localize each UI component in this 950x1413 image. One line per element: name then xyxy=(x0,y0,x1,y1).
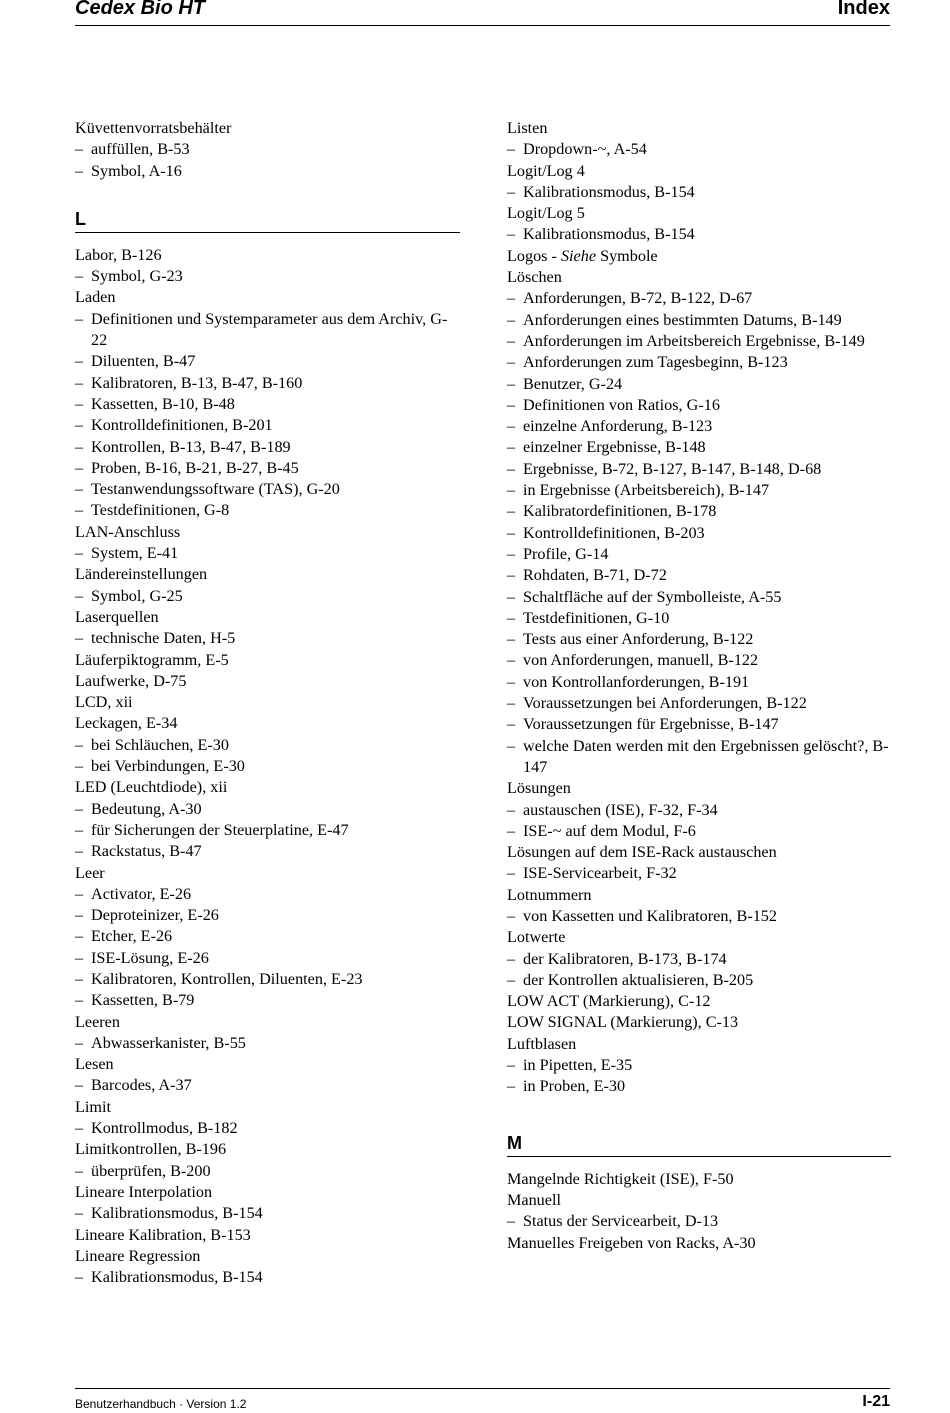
subentry-dash: – xyxy=(507,459,516,478)
subentry-text: Testdefinitionen, G-8 xyxy=(91,501,230,520)
subentry-text: in Pipetten, E-35 xyxy=(523,1056,633,1075)
subentry-dash: – xyxy=(507,310,516,329)
subentry-dash: – xyxy=(507,544,516,563)
subentry-dash: – xyxy=(75,757,84,776)
subentry-dash: – xyxy=(75,544,84,563)
index-subentry xyxy=(75,309,460,352)
index-subentry xyxy=(507,544,891,565)
subentry-dash: – xyxy=(75,352,84,371)
subentry-dash: – xyxy=(75,416,84,435)
index-subentry xyxy=(507,565,891,586)
subentry-dash: – xyxy=(507,182,516,201)
see-target: Symbole xyxy=(596,246,658,265)
subentry-dash: – xyxy=(75,735,84,754)
subentry-dash: – xyxy=(507,502,516,521)
subentry-dash: – xyxy=(507,523,516,542)
index-subentry xyxy=(75,1033,460,1054)
subentry-dash: – xyxy=(507,1056,516,1075)
index-entry: Lineare Regression xyxy=(75,1246,201,1265)
subentry-text: Kalibratordefinitionen, B-178 xyxy=(523,502,717,521)
subentry-text: Etcher, E-26 xyxy=(91,927,173,946)
subentry-text: einzelne Anforderung, B-123 xyxy=(523,417,713,436)
subentry-dash: – xyxy=(75,629,84,648)
subentry-text: Deproteinizer, E-26 xyxy=(91,906,219,925)
subentry-dash: – xyxy=(507,140,516,159)
subentry-text: Definitionen von Ratios, G-16 xyxy=(523,395,720,414)
index-entry: Mangelnde Richtigkeit (ISE), F-50 xyxy=(507,1169,734,1188)
subentry-dash: – xyxy=(75,820,84,839)
subentry-dash: – xyxy=(75,884,84,903)
index-entry xyxy=(507,246,891,267)
subentry-dash: – xyxy=(75,1033,84,1052)
subentry-text: Anforderungen zum Tagesbeginn, B-123 xyxy=(523,353,788,372)
subentry-text: Symbol, G-25 xyxy=(91,586,183,605)
index-subentry xyxy=(75,479,460,500)
index-entry: Löschen xyxy=(507,268,562,287)
index-entry: Lineare Kalibration, B-153 xyxy=(75,1225,251,1244)
subentry-dash: – xyxy=(507,289,516,308)
subentry-dash: – xyxy=(507,694,516,713)
subentry-text: ISE-Servicearbeit, F-32 xyxy=(523,864,677,883)
subentry-dash: – xyxy=(75,501,84,520)
subentry-dash: – xyxy=(507,331,516,350)
index-subentry xyxy=(507,1211,891,1232)
index-entry: Leer xyxy=(75,863,105,882)
subentry-dash: – xyxy=(507,821,516,840)
subentry-dash: – xyxy=(507,630,516,649)
subentry-text: Kontrolldefinitionen, B-201 xyxy=(91,416,273,435)
subentry-text: der Kalibratoren, B-173, B-174 xyxy=(523,949,727,968)
subentry-text: Kalibrationsmodus, B-154 xyxy=(523,225,695,244)
index-subentry xyxy=(75,841,460,862)
index-subentry xyxy=(507,863,891,884)
page-footer xyxy=(75,1388,890,1413)
subentry-dash: – xyxy=(75,267,84,286)
index-subentry xyxy=(507,224,891,245)
subentry-dash: – xyxy=(507,353,516,372)
index-entry: Leeren xyxy=(75,1012,120,1031)
index-entry: Luftblasen xyxy=(507,1034,577,1053)
subentry-text: Bedeutung, A-30 xyxy=(91,799,202,818)
subentry-dash: – xyxy=(507,566,516,585)
index-subentry xyxy=(507,714,891,735)
index-subentry xyxy=(75,139,460,160)
index-subentry xyxy=(507,310,891,331)
subentry-text: Tests aus einer Anforderung, B-122 xyxy=(523,630,754,649)
index-subentry xyxy=(507,139,891,160)
subentry-text: Kontrollen, B-13, B-47, B-189 xyxy=(91,437,291,456)
index-column-left xyxy=(75,118,460,1288)
subentry-dash: – xyxy=(507,374,516,393)
index-subentry xyxy=(75,1161,460,1182)
footer-text: Benutzerhandbuch · Version 1.2 xyxy=(75,1397,247,1411)
subentry-text: für Sicherungen der Steuerplatine, E-47 xyxy=(91,820,349,839)
index-subentry xyxy=(507,800,891,821)
index-subentry xyxy=(75,458,460,479)
index-entry: Lösungen auf dem ISE-Rack austauschen xyxy=(507,843,777,862)
index-entry: Küvettenvorratsbehälter xyxy=(75,119,232,137)
subentry-dash: – xyxy=(75,1268,84,1287)
section-letter: M xyxy=(507,1132,522,1153)
subentry-dash: – xyxy=(507,1212,516,1231)
index-subentry xyxy=(75,543,460,564)
subentry-text: austauschen (ISE), F-32, F-34 xyxy=(523,800,718,819)
index-subentry xyxy=(75,926,460,947)
index-subentry xyxy=(507,736,891,779)
subentry-dash: – xyxy=(75,842,84,861)
index-entry: LOW SIGNAL (Markierung), C-13 xyxy=(507,1013,739,1032)
subentry-dash: – xyxy=(507,417,516,436)
subentry-dash: – xyxy=(75,309,84,328)
index-entry: LED (Leuchtdiode), xii xyxy=(75,778,228,797)
subentry-dash: – xyxy=(507,715,516,734)
index-group-l-continued xyxy=(507,118,891,1098)
index-entry: Limit xyxy=(75,1097,111,1116)
subentry-text: Kassetten, B-79 xyxy=(91,991,195,1010)
index-group-l xyxy=(75,245,460,1289)
subentry-text: ISE-~ auf dem Modul, F-6 xyxy=(523,821,696,840)
subentry-text: System, E-41 xyxy=(91,544,179,563)
index-subentry xyxy=(75,1203,460,1224)
section-heading-l xyxy=(75,196,460,233)
subentry-dash: – xyxy=(507,736,516,755)
index-subentry xyxy=(75,969,460,990)
subentry-dash: – xyxy=(75,927,84,946)
subentry-dash: – xyxy=(507,800,516,819)
index-group-m xyxy=(507,1169,891,1254)
subentry-dash: – xyxy=(507,438,516,457)
subentry-dash: – xyxy=(75,1076,84,1095)
subentry-text: Symbol, A-16 xyxy=(91,161,182,180)
section-heading-m xyxy=(507,1120,891,1157)
index-subentry xyxy=(75,990,460,1011)
index-subentry xyxy=(75,1118,460,1139)
index-subentry xyxy=(75,415,460,436)
index-subentry xyxy=(75,437,460,458)
index-subentry xyxy=(75,586,460,607)
subentry-text: technische Daten, H-5 xyxy=(91,629,236,648)
subentry-dash: – xyxy=(75,161,84,180)
entry-term: Logos - xyxy=(507,246,561,265)
index-entry: Laufwerke, D-75 xyxy=(75,671,187,690)
subentry-text: Ergebnisse, B-72, B-127, B-147, B-148, D-68 xyxy=(523,459,822,478)
subentry-text: welche Daten werden mit den Ergebnissen gelöscht?, B-147 xyxy=(523,736,889,776)
index-subentry xyxy=(75,735,460,756)
index-subentry xyxy=(75,948,460,969)
index-subentry xyxy=(507,650,891,671)
index-entry: LCD, xii xyxy=(75,693,133,712)
index-subentry xyxy=(75,161,460,182)
index-subentry xyxy=(507,629,891,650)
subentry-dash: – xyxy=(75,140,84,159)
index-entry: Lotnummern xyxy=(507,885,592,904)
index-group-top xyxy=(75,118,460,182)
subentry-text: Kontrollmodus, B-182 xyxy=(91,1119,238,1138)
index-entry: Ländereinstellungen xyxy=(75,565,208,584)
subentry-dash: – xyxy=(75,948,84,967)
index-subentry xyxy=(507,821,891,842)
subentry-text: Kalibrationsmodus, B-154 xyxy=(91,1204,263,1223)
index-subentry xyxy=(507,374,891,395)
index-entry: LAN-Anschluss xyxy=(75,522,181,541)
subentry-dash: – xyxy=(75,394,84,413)
index-entry: Lesen xyxy=(75,1055,114,1074)
subentry-text: Status der Servicearbeit, D-13 xyxy=(523,1212,719,1231)
subentry-text: Kalibrationsmodus, B-154 xyxy=(91,1268,263,1287)
index-subentry xyxy=(507,331,891,352)
index-entry: Laden xyxy=(75,288,116,307)
subentry-text: Proben, B-16, B-21, B-27, B-45 xyxy=(91,458,299,477)
subentry-dash: – xyxy=(75,969,84,988)
subentry-text: bei Verbindungen, E-30 xyxy=(91,757,245,776)
subentry-text: in Proben, E-30 xyxy=(523,1077,626,1096)
subentry-dash: – xyxy=(75,991,84,1010)
index-subentry xyxy=(507,395,891,416)
subentry-dash: – xyxy=(75,373,84,392)
subentry-text: Testdefinitionen, G-10 xyxy=(523,608,670,627)
index-subentry xyxy=(507,437,891,458)
index-entry: Lineare Interpolation xyxy=(75,1182,213,1201)
index-subentry xyxy=(75,799,460,820)
index-subentry xyxy=(507,501,891,522)
page-number: I-21 xyxy=(862,1393,890,1410)
subentry-text: von Kontrollanforderungen, B-191 xyxy=(523,672,750,691)
subentry-text: Kalibratoren, B-13, B-47, B-160 xyxy=(91,373,303,392)
index-subentry xyxy=(507,480,891,501)
see-reference: Siehe xyxy=(560,246,597,265)
index-subentry xyxy=(75,884,460,905)
index-subentry xyxy=(75,373,460,394)
index-subentry xyxy=(507,1076,891,1097)
index-subentry xyxy=(507,352,891,373)
subentry-text: Voraussetzungen für Ergebnisse, B-147 xyxy=(523,715,779,734)
index-entry: Logit/Log 4 xyxy=(507,161,585,180)
subentry-text: überprüfen, B-200 xyxy=(91,1161,211,1180)
subentry-text: Rohdaten, B-71, D-72 xyxy=(523,566,667,585)
index-column-right xyxy=(507,118,891,1254)
subentry-text: Definitionen und Systemparameter aus dem Archiv, G-22 xyxy=(91,309,448,350)
subentry-dash: – xyxy=(507,651,516,670)
index-subentry xyxy=(507,1055,891,1076)
subentry-text: von Anforderungen, manuell, B-122 xyxy=(523,651,759,670)
subentry-text: Kontrolldefinitionen, B-203 xyxy=(523,523,705,542)
subentry-text: Barcodes, A-37 xyxy=(91,1076,192,1095)
index-subentry xyxy=(75,820,460,841)
index-entry: Laserquellen xyxy=(75,607,159,626)
subentry-dash: – xyxy=(507,587,516,606)
subentry-text: Kassetten, B-10, B-48 xyxy=(91,394,235,413)
index-subentry xyxy=(507,608,891,629)
index-subentry xyxy=(507,182,891,203)
subentry-dash: – xyxy=(75,906,84,925)
index-entry: Limitkontrollen, B-196 xyxy=(75,1140,227,1159)
subentry-text: Dropdown-~, A-54 xyxy=(523,140,647,159)
subentry-dash: – xyxy=(507,864,516,883)
subentry-dash: – xyxy=(507,481,516,500)
index-subentry xyxy=(75,1075,460,1096)
subentry-text: Anforderungen eines bestimmten Datums, B-149 xyxy=(523,310,842,329)
subentry-text: Voraussetzungen bei Anforderungen, B-122 xyxy=(523,694,807,713)
index-subentry xyxy=(75,394,460,415)
index-entry: Läuferpiktogramm, E-5 xyxy=(75,650,229,669)
subentry-dash: – xyxy=(507,1077,516,1096)
index-entry: Labor, B-126 xyxy=(75,245,162,264)
index-subentry xyxy=(75,1267,460,1288)
index-subentry xyxy=(75,756,460,777)
page-header xyxy=(75,0,890,26)
index-entry: Lösungen xyxy=(507,779,571,798)
subentry-text: Diluenten, B-47 xyxy=(91,352,196,371)
subentry-text: Anforderungen, B-72, B-122, D-67 xyxy=(523,289,753,308)
subentry-text: Symbol, G-23 xyxy=(91,267,183,286)
subentry-dash: – xyxy=(75,458,84,477)
index-subentry xyxy=(75,905,460,926)
subentry-dash: – xyxy=(507,395,516,414)
subentry-dash: – xyxy=(75,1119,84,1138)
index-subentry xyxy=(507,587,891,608)
subentry-text: Kalibratoren, Kontrollen, Diluenten, E-23 xyxy=(91,969,363,988)
index-subentry xyxy=(75,266,460,287)
subentry-text: Benutzer, G-24 xyxy=(523,374,623,393)
subentry-text: der Kontrollen aktualisieren, B-205 xyxy=(523,970,754,989)
subentry-text: Testanwendungssoftware (TAS), G-20 xyxy=(91,480,340,499)
subentry-text: Rackstatus, B-47 xyxy=(91,842,202,861)
document-title: Cedex Bio HT xyxy=(75,0,206,19)
section-letter: L xyxy=(75,208,86,229)
subentry-text: einzelner Ergebnisse, B-148 xyxy=(523,438,706,457)
subentry-text: Schaltfläche auf der Symbolleiste, A-55 xyxy=(523,587,782,606)
index-entry: Lotwerte xyxy=(507,928,566,947)
subentry-text: bei Schläuchen, E-30 xyxy=(91,735,229,754)
section-title: Index xyxy=(837,0,890,19)
index-subentry xyxy=(507,906,891,927)
index-subentry xyxy=(507,672,891,693)
index-subentry xyxy=(75,500,460,521)
index-entry: Manuelles Freigeben von Racks, A-30 xyxy=(507,1233,756,1252)
subentry-text: Activator, E-26 xyxy=(91,884,192,903)
subentry-text: Profile, G-14 xyxy=(523,544,609,563)
index-subentry xyxy=(507,693,891,714)
index-entry: Listen xyxy=(507,119,548,137)
subentry-text: von Kassetten und Kalibratoren, B-152 xyxy=(523,906,777,925)
subentry-text: ISE-Lösung, E-26 xyxy=(91,948,209,967)
subentry-dash: – xyxy=(75,799,84,818)
subentry-text: auffüllen, B-53 xyxy=(91,140,190,159)
subentry-dash: – xyxy=(75,1161,84,1180)
index-subentry xyxy=(507,970,891,991)
subentry-dash: – xyxy=(75,480,84,499)
subentry-dash: – xyxy=(507,225,516,244)
subentry-dash: – xyxy=(507,608,516,627)
index-subentry xyxy=(507,288,891,309)
index-subentry xyxy=(507,949,891,970)
subentry-dash: – xyxy=(507,906,516,925)
subentry-text: Abwasserkanister, B-55 xyxy=(91,1033,246,1052)
subentry-dash: – xyxy=(75,437,84,456)
subentry-dash: – xyxy=(75,1204,84,1223)
subentry-text: in Ergebnisse (Arbeitsbereich), B-147 xyxy=(523,481,770,500)
subentry-dash: – xyxy=(75,586,84,605)
index-subentry xyxy=(75,351,460,372)
index-subentry xyxy=(507,459,891,480)
subentry-dash: – xyxy=(507,949,516,968)
subentry-dash: – xyxy=(507,970,516,989)
index-subentry xyxy=(507,523,891,544)
subentry-text: Kalibrationsmodus, B-154 xyxy=(523,182,695,201)
subentry-text: Anforderungen im Arbeitsbereich Ergebnisse, B-149 xyxy=(523,331,865,350)
index-subentry xyxy=(507,416,891,437)
subentry-dash: – xyxy=(507,672,516,691)
index-entry: Manuell xyxy=(507,1190,561,1209)
index-entry: Logit/Log 5 xyxy=(507,204,585,223)
index-subentry xyxy=(75,628,460,649)
index-entry: LOW ACT (Markierung), C-12 xyxy=(507,992,711,1011)
index-entry: Leckagen, E-34 xyxy=(75,714,178,733)
